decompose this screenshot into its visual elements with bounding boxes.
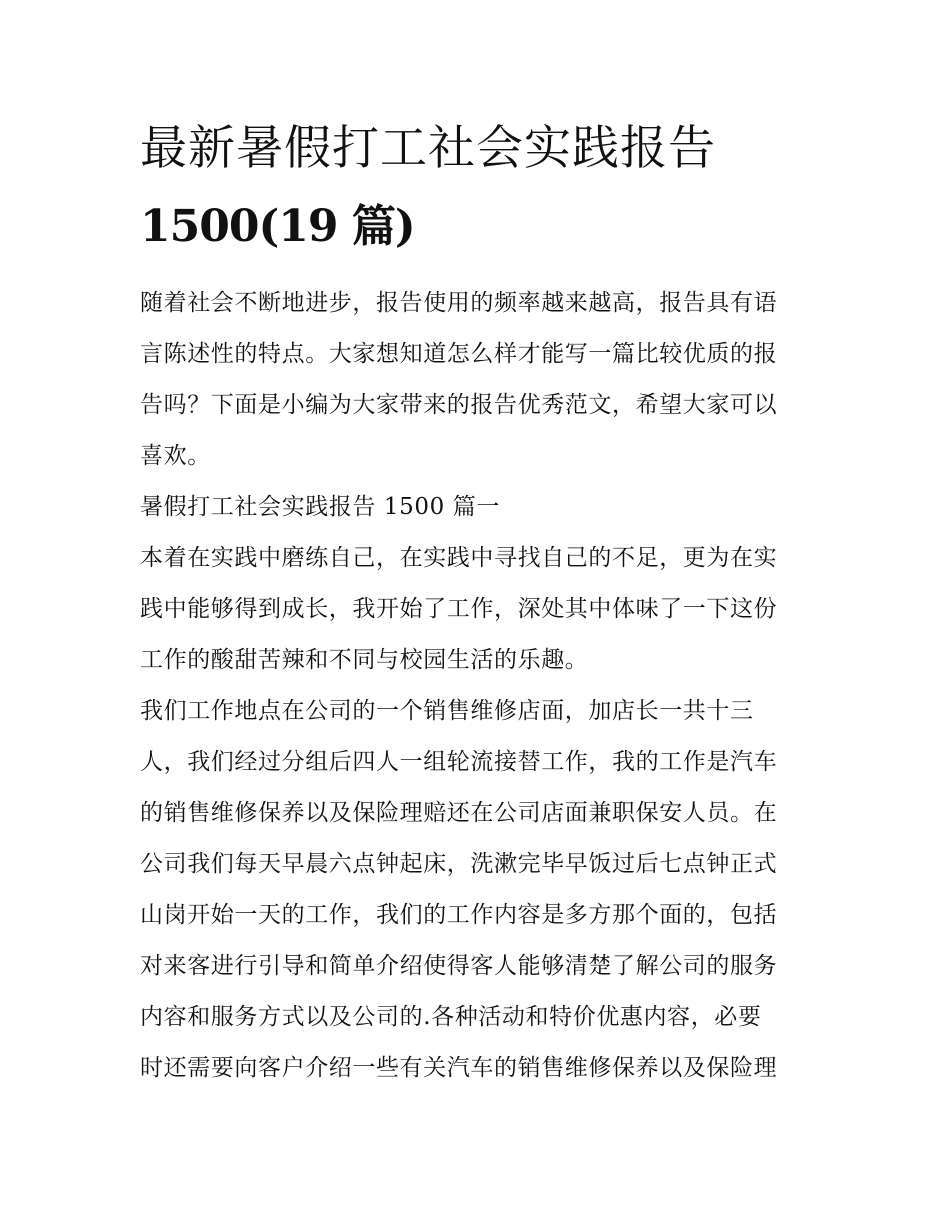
text-line: 对来客进行引导和简单介绍使得客人能够清楚了解公司的服务 [140,953,778,979]
text-line: 言陈述性的特点。大家想知道怎么样才能写一篇比较优质的报 [140,341,778,367]
text-line: 喜欢。 [140,443,211,469]
text-line: 践中能够得到成长，我开始了工作，深处其中体味了一下这份 [140,596,778,622]
text-line: 工作的酸甜苦辣和不同与校园生活的乐趣。 [140,647,589,673]
text-line: 公司我们每天早晨六点钟起床，洗漱完毕早饭过后七点钟正式 [140,851,778,877]
title-line-1: 最新暑假打工社会实践报告 [140,121,716,176]
text-line: 人，我们经过分组后四人一组轮流接替工作，我的工作是汽车 [140,749,778,775]
text-line: 山岗开始一天的工作，我们的工作内容是多方那个面的，包括 [140,902,778,928]
text-line: 时还需要向客户介绍一些有关汽车的销售维修保养以及保险理 [140,1055,778,1081]
text-line: 内容和服务方式以及公司的.各种活动和特价优惠内容，必要 [140,1004,762,1030]
text-line: 我们工作地点在公司的一个销售维修店面，加店长一共十三 [140,698,754,724]
text-line: 本着在实践中磨练自己，在实践中寻找自己的不足，更为在实 [140,545,778,571]
body-paragraph-1 [140,533,815,686]
text-line: 的销售维修保养以及保险理赔还在公司店面兼职保安人员。在 [140,800,778,826]
document-content [140,112,815,1094]
section-heading-text: 暑假打工社会实践报告 1500 篇一 [140,494,500,520]
intro-paragraph [140,278,815,482]
document-title [140,112,815,264]
text-line: 随着社会不断地进步，报告使用的频率越来越高，报告具有语 [140,290,778,316]
body-paragraph-2 [140,686,815,1094]
text-line: 告吗？下面是小编为大家带来的报告优秀范文，希望大家可以 [140,392,778,418]
section-heading [140,482,815,533]
title-line-2: 1500(19 篇) [140,201,415,252]
